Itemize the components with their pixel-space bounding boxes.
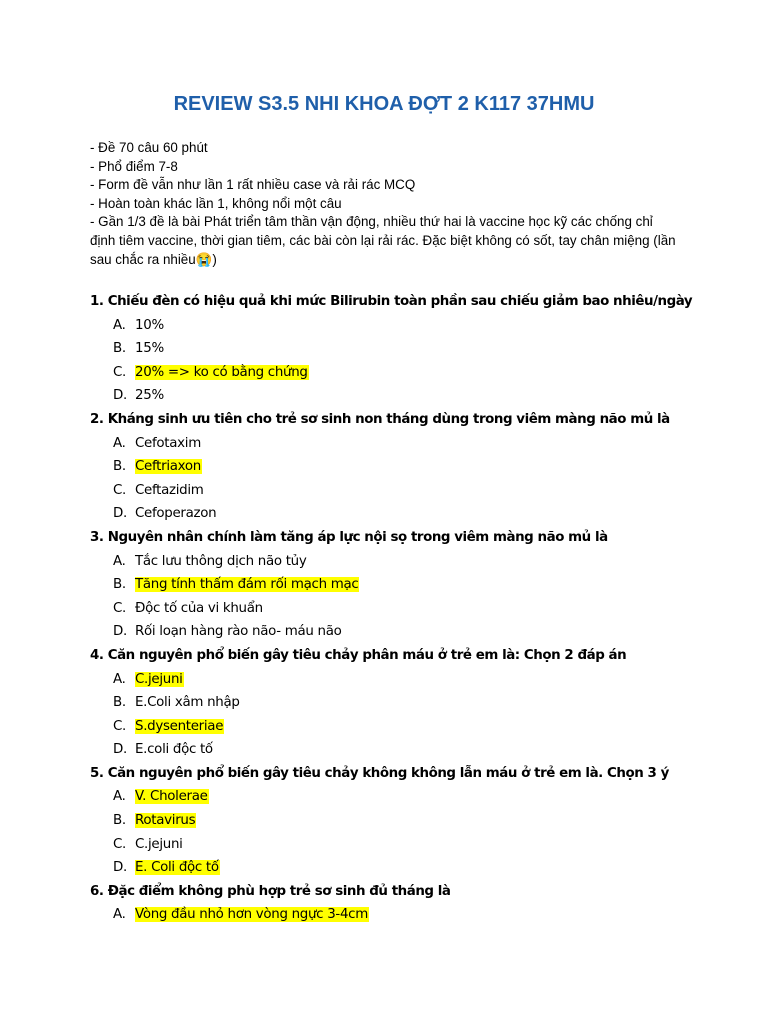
- option-text: Rotavirus: [135, 813, 196, 829]
- option-letter: A.: [113, 435, 126, 451]
- question-text: 5. Căn nguyên phổ biến gây tiêu chảy không không lẫn máu ở trẻ em là. Chọn 3 ý: [90, 765, 669, 781]
- option-letter: D.: [113, 860, 127, 876]
- option-letter: D.: [113, 388, 127, 404]
- answer-option: [90, 809, 690, 833]
- option-letter: C.: [113, 600, 127, 616]
- question: [90, 644, 690, 762]
- option-letter: C.: [113, 836, 127, 852]
- option-text: C.jejuni: [135, 671, 183, 687]
- option-text: Tắc lưu thông dịch não tủy: [135, 553, 307, 569]
- option-letter: D.: [113, 624, 127, 640]
- option-text: C.jejuni: [135, 836, 183, 852]
- option-text: Rối loạn hàng rào não- máu não: [135, 624, 342, 640]
- answer-option: [90, 550, 690, 574]
- answer-option: [90, 597, 690, 621]
- question-text: 1. Chiếu đèn có hiệu quả khi mức Bilirubin toàn phần sau chiếu giảm bao nhiêu/ngày: [90, 294, 693, 309]
- intro-line: - Gần 1/3 đề là bài Phát triển tâm thần vận động, nhiều thứ hai là vaccine học kỹ các chống chỉ định tiêm vaccine, thời gian tiêm, các bài còn lại rải rác. Đặc biệt không có sốt, tay chân miệng (lần sau chắc ra nhiều😭): [90, 214, 676, 267]
- option-letter: A.: [113, 671, 126, 687]
- option-text: Vòng đầu nhỏ hơn vòng ngực 3-4cm: [135, 907, 368, 923]
- option-letter: B.: [113, 459, 126, 475]
- answer-option: [90, 785, 690, 809]
- question: [90, 762, 690, 880]
- question-text: 4. Căn nguyên phổ biến gây tiêu chảy phân máu ở trẻ em là: Chọn 2 đáp án: [90, 647, 627, 663]
- intro-line: - Hoàn toàn khác lần 1, không nổi một câu: [90, 195, 342, 211]
- intro-line: - Đề 70 câu 60 phút: [90, 140, 208, 155]
- answer-option: [90, 668, 690, 692]
- option-letter: B.: [113, 341, 126, 357]
- option-text: E.coli độc tố: [135, 742, 213, 758]
- intro-line: - Form đề vẫn như lần 1 rất nhiều case và rải rác MCQ: [90, 177, 416, 193]
- intro-line: - Phổ điểm 7-8: [90, 158, 178, 174]
- intro-notes: [90, 139, 680, 269]
- question: [90, 408, 690, 526]
- option-text: 20% => ko có bằng chứng: [135, 364, 308, 380]
- option-text: E. Coli độc tố: [135, 860, 219, 876]
- option-letter: B.: [113, 695, 126, 711]
- answer-option: [90, 573, 690, 597]
- option-letter: C.: [113, 718, 127, 734]
- option-text: Cefotaxim: [135, 435, 201, 451]
- document-title: REVIEW S3.5 NHI KHOA ĐỢT 2 K117 37HMU: [173, 93, 595, 115]
- question-list: [90, 290, 693, 927]
- question-text: 2. Kháng sinh ưu tiên cho trẻ sơ sinh non tháng dùng trong viêm màng não mủ là: [90, 411, 670, 427]
- answer-option: [90, 479, 690, 503]
- option-letter: A.: [113, 907, 126, 923]
- option-letter: C.: [113, 482, 127, 498]
- question: [90, 526, 690, 644]
- answer-option: [90, 361, 690, 385]
- option-letter: A.: [113, 317, 126, 333]
- option-text: Độc tố của vi khuẩn: [135, 600, 263, 616]
- question: [90, 880, 690, 927]
- answer-option: [90, 691, 690, 715]
- option-letter: A.: [113, 789, 126, 805]
- answer-option: [90, 715, 690, 739]
- answer-option: [90, 314, 690, 338]
- option-letter: C.: [113, 364, 127, 380]
- option-text: V. Cholerae: [135, 789, 208, 805]
- answer-option: [90, 455, 690, 479]
- option-letter: B.: [113, 577, 126, 593]
- option-letter: B.: [113, 813, 126, 829]
- option-text: S.dysenteriae: [135, 718, 224, 734]
- option-letter: A.: [113, 553, 126, 569]
- option-text: 10%: [135, 317, 164, 333]
- option-letter: D.: [113, 506, 127, 522]
- answer-option: [90, 856, 690, 880]
- question-text: 3. Nguyên nhân chính làm tăng áp lực nội sọ trong viêm màng não mủ là: [90, 529, 608, 545]
- option-text: 25%: [135, 388, 164, 404]
- option-text: Ceftriaxon: [135, 459, 201, 475]
- option-letter: D.: [113, 742, 127, 758]
- option-text: Ceftazidim: [135, 482, 204, 498]
- option-text: Tăng tính thấm đám rối mạch mạc: [135, 577, 359, 593]
- option-text: E.Coli xâm nhập: [135, 695, 240, 711]
- answer-option: [90, 903, 690, 927]
- answer-option: [90, 337, 690, 361]
- answer-option: [90, 502, 690, 526]
- answer-option: [90, 833, 690, 857]
- question-text: 6. Đặc điểm không phù hợp trẻ sơ sinh đủ tháng là: [90, 883, 451, 899]
- option-text: 15%: [135, 341, 164, 357]
- answer-option: [90, 432, 690, 456]
- option-text: Cefoperazon: [135, 506, 217, 522]
- answer-option: [90, 384, 690, 408]
- answer-option: [90, 620, 690, 644]
- answer-option: [90, 738, 690, 762]
- question: [90, 290, 693, 408]
